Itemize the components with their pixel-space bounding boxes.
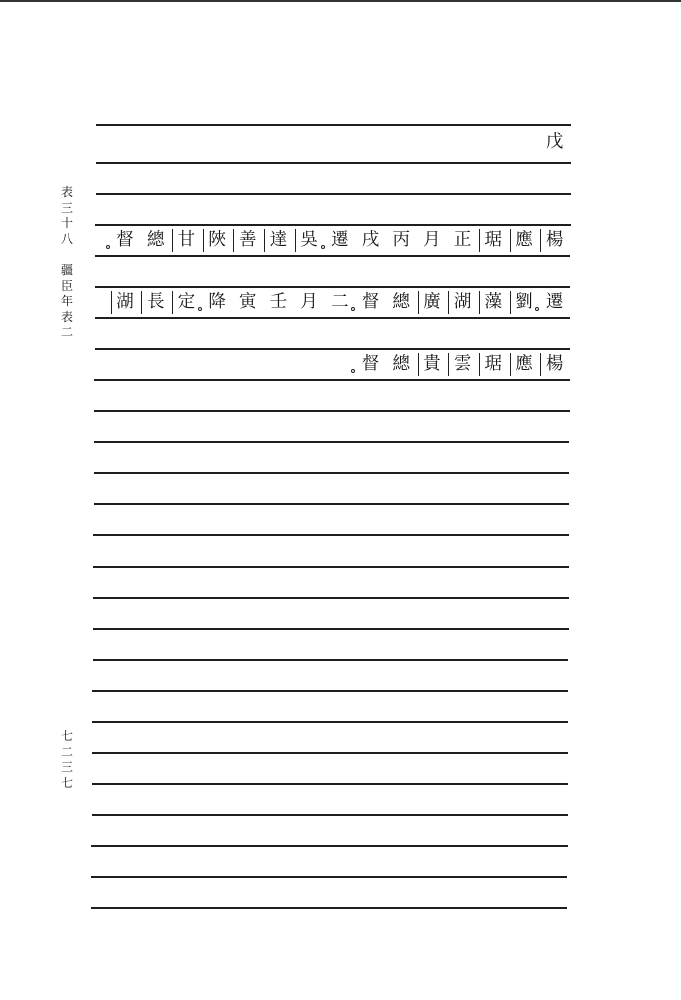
rule-line <box>92 752 568 754</box>
entry-char: 壬 <box>269 292 288 313</box>
rule-line <box>94 441 569 443</box>
margin-char: 三 <box>60 200 73 215</box>
entry-char: 楊 <box>539 356 570 374</box>
margin-char: 八 <box>60 231 73 246</box>
entry-char: 戊 <box>545 132 564 153</box>
rule-line <box>92 721 568 723</box>
margin-char: 疆 <box>60 262 73 277</box>
entry-row-year <box>539 128 570 158</box>
rule-line <box>92 690 568 692</box>
entry-char: 督 <box>355 294 386 312</box>
entry-char: 陜 <box>202 232 233 250</box>
rule-line <box>93 566 569 568</box>
margin-char <box>57 248 77 264</box>
margin-char: 表 <box>60 185 73 199</box>
entry-char: 寅 <box>239 292 257 313</box>
rule-line <box>92 814 568 816</box>
entry-char: 遷 <box>539 294 570 312</box>
margin-page-number <box>57 730 77 792</box>
margin-char: 年 <box>60 294 73 309</box>
margin-char: 臣 <box>60 278 73 293</box>
rule-line <box>91 845 568 847</box>
margin-chapter-title <box>57 186 77 342</box>
rule-line <box>91 907 567 909</box>
rule-line <box>96 162 571 164</box>
entry-char: 廣 <box>417 294 448 312</box>
rule-line <box>93 659 568 661</box>
rule-line <box>96 193 571 195</box>
margin-char: 七 <box>60 729 73 743</box>
entry-char: 戌 <box>361 230 380 251</box>
entry-char: 月 <box>300 292 318 313</box>
rule-line <box>93 597 569 599</box>
rule-line <box>96 124 571 126</box>
entry-char: 甘 <box>171 232 202 250</box>
margin-char: 七 <box>60 775 73 790</box>
entry-char: 降 <box>202 294 233 312</box>
rule-line <box>94 472 569 474</box>
entry-char: 應 <box>509 356 540 374</box>
margin-char: 二 <box>60 325 73 340</box>
entry-row-3 <box>355 350 570 380</box>
entry-char: 應 <box>509 232 540 250</box>
entry-char: 督 <box>355 356 386 374</box>
entry-row-2 <box>110 288 570 318</box>
rule-line <box>92 783 568 785</box>
entry-char: 月 <box>423 230 441 251</box>
margin-char: 二 <box>60 744 73 759</box>
entry-char: 督 <box>110 232 141 250</box>
entry-char: 長 <box>140 294 171 312</box>
entry-char: 總 <box>392 292 410 313</box>
rule-line <box>91 876 567 878</box>
rule-line <box>93 628 569 630</box>
entry-char: 貴 <box>417 356 448 374</box>
entry-char: 善 <box>232 232 263 250</box>
entry-char: 琚 <box>478 356 509 374</box>
entry-char: 楊 <box>539 232 570 250</box>
entry-char: 琚 <box>478 232 509 250</box>
margin-char: 三 <box>60 760 73 775</box>
rule-line <box>93 534 569 536</box>
entry-char: 湖 <box>447 294 478 312</box>
entry-char: 丙 <box>392 230 410 251</box>
entry-char: 總 <box>392 354 410 375</box>
entry-char: 湖 <box>110 294 141 312</box>
rule-line <box>94 410 570 412</box>
margin-char: 十 <box>60 216 73 231</box>
entry-char: 正 <box>453 230 472 251</box>
entry-char: 定 <box>171 294 202 312</box>
rule-line <box>94 503 569 505</box>
margin-char: 表 <box>60 309 73 324</box>
entry-char: 二 <box>331 292 349 313</box>
entry-char: 劉 <box>509 294 540 312</box>
entry-char: 總 <box>146 230 165 251</box>
entry-row-1 <box>110 226 570 256</box>
entry-char: 雲 <box>447 356 478 374</box>
entry-char: 達 <box>263 232 294 250</box>
scan-top-edge <box>0 0 681 2</box>
entry-char: 吳 <box>294 232 325 250</box>
entry-char: 藻 <box>478 294 509 312</box>
entry-char: 遷 <box>325 232 356 250</box>
